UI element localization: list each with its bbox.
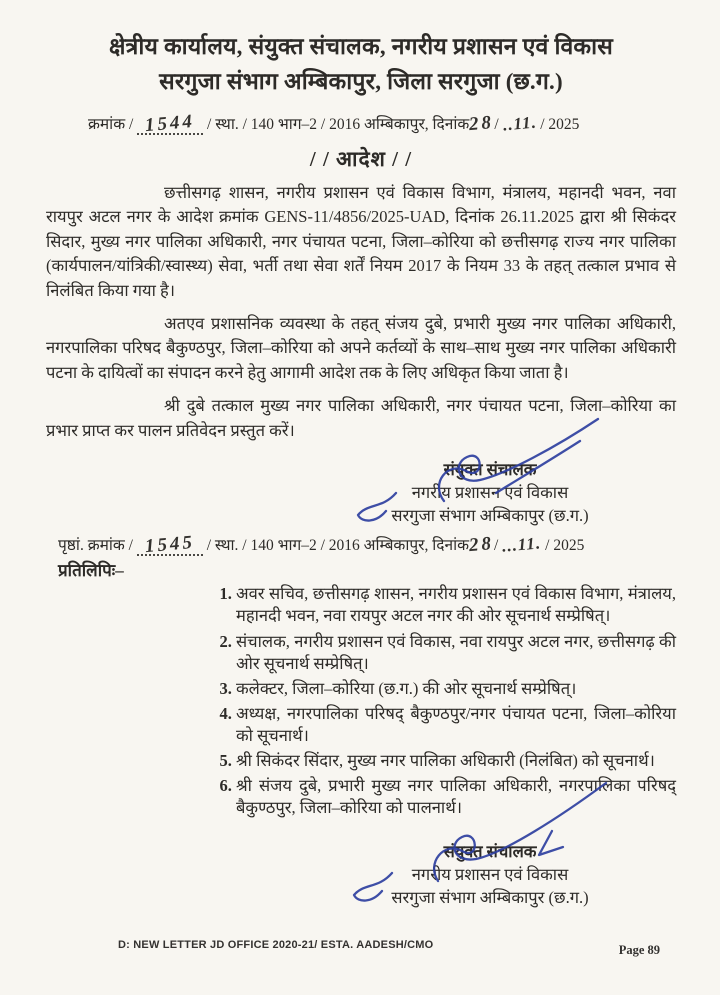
endorsement-number-line — [58, 533, 676, 556]
endorsement-year: / 2025 — [545, 537, 585, 555]
handwritten-month: ..11. — [501, 112, 538, 135]
ref-year: / 2025 — [540, 116, 580, 133]
reference-number-line — [88, 112, 676, 135]
copies-item: 1. अवर सचिव, छत्तीसगढ़ शासन, नगरीय प्रशासन एवं विकास विभाग, मंत्रालय, महानदी भवन, नवा रायपुर अटल नगर की ओर सूचनार्थ सम्प्रेषित्। — [236, 583, 676, 627]
signatory-designation: संयुक्त संचालक — [443, 842, 537, 862]
handwritten-endorsement-number: 1545 — [143, 532, 196, 558]
ref-number-dotted-line — [137, 110, 203, 137]
signature-block-top — [340, 459, 640, 527]
signatory-designation: संयुक्त संचालक — [443, 460, 537, 480]
copies-item: 6. श्री संजय दुबे, प्रभारी मुख्य नगर पालिका अधिकारी, नगरपालिका परिषद् बैकुण्ठपुर, जिला–कोरिया को पालनार्थ। — [236, 775, 676, 819]
endorsement-middle: / स्था. / 140 भाग–2 / 2016 अम्बिकापुर, दिनांक — [206, 537, 470, 555]
order-title: / / आदेश / / — [309, 147, 413, 171]
endorsement-label: पृष्ठां. क्रमांक / — [58, 537, 133, 555]
handwritten-ref-number: 1544 — [144, 110, 196, 137]
letterhead-line1: क्षेत्रीय कार्यालय, संयुक्त संचालक, नगरीय प्रशासन एवं विकास — [108, 34, 614, 59]
endorsement-slash: / — [494, 537, 499, 555]
signature-block-bottom — [340, 841, 640, 909]
signatory-department: नगरीय प्रशासन एवं विकास — [411, 865, 569, 885]
handwritten-endorsement-day: 28 — [468, 533, 495, 557]
ref-slash: / — [494, 116, 499, 133]
copies-item: 2. संचालक, नगरीय प्रशासन एवं विकास, नवा रायपुर अटल नगर, छत्तीसगढ़ की ओर सूचनार्थ सम्प्रेषित्। — [236, 631, 676, 675]
letterhead — [46, 30, 676, 99]
copies-heading: प्रतिलिपिः– — [58, 561, 124, 581]
letterhead-line2: सरगुजा संभाग अम्बिकापुर, जिला सरगुजा (छ.ग.) — [159, 68, 563, 94]
copies-item: 3. कलेक्टर, जिला–कोरिया (छ.ग.) की ओर सूचनार्थ सम्प्रेषित्। — [236, 678, 676, 700]
copies-item: 5. श्री सिकंदर सिंदार, मुख्य नगर पालिका अधिकारी (निलंबित) को सूचनार्थ। — [236, 750, 676, 772]
handwritten-day: 28 — [468, 111, 496, 136]
ref-label: क्रमांक / — [88, 116, 134, 133]
signatory-office: सरगुजा संभाग अम्बिकापुर (छ.ग.) — [391, 505, 589, 525]
paragraph-suspension-order: छत्तीसगढ़ शासन, नगरीय प्रशासन एवं विकास विभाग, मंत्रालय, महानदी भवन, नवा रायपुर अटल नगर के आदेश क्रमांक GENS-11/4856/2025-UAD, दिनांक 26.11.2025 द्वारा श्री सिकंदर सिदार, मुख्य नगर पालिका अधिकारी, नगर पंचायत पटना, जिला–कोरिया को छत्तीसगढ़ राज्य नगर पालिका (कार्यपालन/यांत्रिकी/स्वास्थ्य) सेवा, भर्ती तथा सेवा शर्तें नियम 2017 के नियम 33 के तहत् तत्काल प्रभाव से निलंबित किया गया है। — [46, 183, 676, 300]
paragraph-compliance-instruction: श्री दुबे तत्काल मुख्य नगर पालिका अधिकारी, नगर पंचायत पटना, जिला–कोरिया का प्रभार प्राप्त कर पालन प्रतिवेदन प्रस्तुत करें। — [46, 396, 676, 440]
signatory-office: सरगुजा संभाग अम्बिकापुर (छ.ग.) — [391, 887, 589, 907]
signatory-department: नगरीय प्रशासन एवं विकास — [411, 482, 569, 502]
page-number: Page 89 — [618, 943, 660, 957]
ref-middle: / स्था. / 140 भाग–2 / 2016 अम्बिकापुर, दिनांक — [207, 116, 470, 133]
copies-list — [214, 583, 676, 819]
paragraph-charge-assignment: अतएव प्रशासनिक व्यवस्था के तहत् संजय दुबे, प्रभारी मुख्य नगर पालिका अधिकारी, नगरपालिका परिषद बैकुण्ठपुर, जिला–कोरिया को अपने कर्तव्यों के साथ–साथ मुख्य नगर पालिका अधिकारी पटना के दायित्वों का संपादन करने हेतु आगामी आदेश तक के लिए अधिकृत किया जाता है। — [46, 314, 676, 382]
endorsement-number-dotted-line — [137, 532, 203, 558]
copies-item: 4. अध्यक्ष, नगरपालिका परिषद् बैकुण्ठपुर/नगर पंचायत पटना, जिला–कोरिया को सूचनार्थ। — [236, 703, 676, 747]
handwritten-endorsement-month: ...11. — [501, 533, 542, 557]
file-reference-footer: D: NEW LETTER JD OFFICE 2020-21/ ESTA. AADESH/CMO — [118, 939, 434, 951]
